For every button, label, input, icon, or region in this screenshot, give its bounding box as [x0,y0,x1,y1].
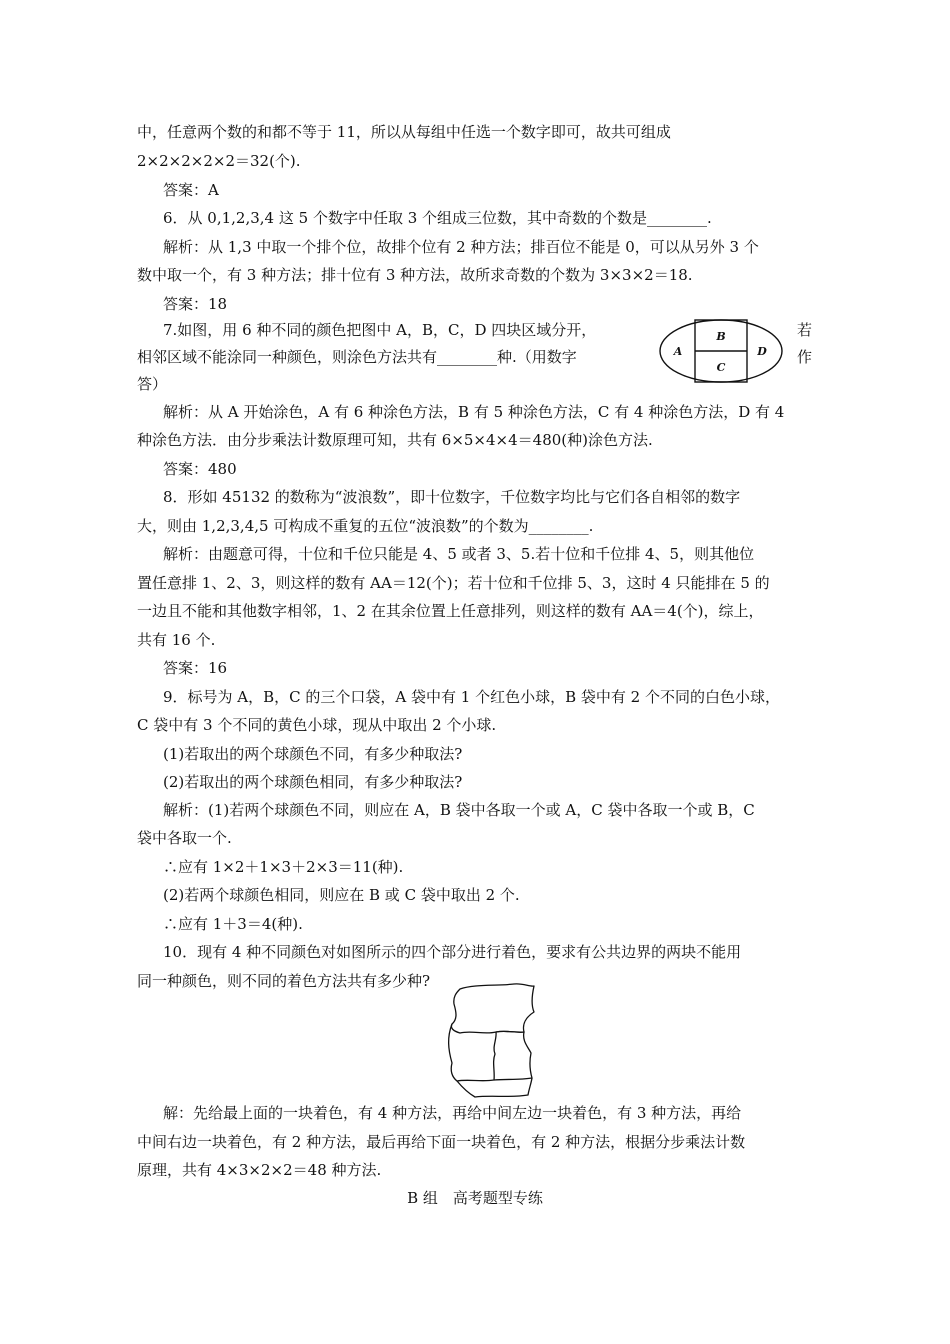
four-region-map-diagram [440,981,540,1099]
text-line: 9．标号为 A，B，C 的三个口袋，A 袋中有 1 个红色小球，B 袋中有 2 个不同的白色小球， [163,688,780,706]
text-line: 中间右边一块着色，有 2 种方法，最后再给下面一块着色，有 2 种方法，根据分步乘法计数 [137,1133,746,1151]
text-line: 置任意排 1、2、3，则这样的数有 AA＝12(个)；若十位和千位排 5、3，这时 4 只能排在 5 的 [137,574,770,592]
text-line: 答案：480 [163,460,237,478]
text-line: 答案：A [163,181,219,199]
text-line: C 袋中有 3 个不同的黄色小球，现从中取出 2 个小球. [137,716,497,734]
text-line: 袋中各取一个. [137,829,232,847]
text-line: 10．现有 4 种不同颜色对如图所示的四个部分进行着色，要求有公共边界的两块不能用 [163,943,742,961]
text-line: 2×2×2×2×2＝32(个). [137,152,301,170]
text-line: (2)若两个球颜色相同，则应在 B 或 C 袋中取出 2 个. [163,886,520,904]
text-line: 一边且不能和其他数字相邻，1、2 在其余位置上任意排列，则这样的数有 AA＝4(个)，综上， [137,602,764,620]
text-line: 共有 16 个. [137,631,216,649]
text-line: 答案：18 [163,295,228,313]
section-heading: B 组 高考题型专练 [407,1189,543,1207]
text-line: 种涂色方法．由分步乘法计数原理可知，共有 6×5×4×4＝480(种)涂色方法. [137,431,653,449]
text-line: 原理，共有 4×3×2×2＝48 种方法. [137,1161,382,1179]
region-label-d: D [757,345,767,358]
region-label-b: B [716,330,726,343]
top-region [451,984,534,1033]
text-line: 解析：从 A 开始涂色，A 有 6 种涂色方法，B 有 5 种涂色方法，C 有 4 种涂色方法，D 有 4 [163,403,785,421]
text-line: 7.如图，用 6 种不同的颜色把图中 A，B，C，D 四块区域分开， [163,321,597,339]
text-line: (2)若取出的两个球颜色相同，有多少种取法? [163,773,463,791]
text-line: 相邻区域不能涂同一种颜色，则涂色方法共有________种.（用数字 [137,348,577,366]
middle-right-region [494,1031,532,1080]
region-label-c: C [716,361,726,374]
text-line: 若 [797,321,813,339]
text-line: 作 [797,348,813,366]
region-diagram-abcd [658,318,784,384]
text-line: 大，则由 1,2,3,4,5 可构成不重复的五位“波浪数”的个数为________. [137,517,594,535]
text-line: 中，任意两个数的和都不等于 11，所以从每组中任选一个数字即可，故共可组成 [137,123,671,141]
text-line: ∴应有 1＋3＝4(种). [163,915,303,933]
text-line: 答案：16 [163,659,228,677]
text-line: 6．从 0,1,2,3,4 这 5 个数字中任取 3 个组成三位数，其中奇数的个数是________. [163,209,712,227]
text-line: 解：先给最上面的一块着色，有 4 种方法，再给中间左边一块着色，有 3 种方法，再给 [163,1104,742,1122]
text-line: 答） [137,375,168,393]
text-line: 同一种颜色，则不同的着色方法共有多少种? [137,972,431,990]
text-line: 解析：(1)若两个球颜色不同，则应在 A，B 袋中各取一个或 A，C 袋中各取一个或 B，C [163,801,755,819]
text-line: ∴应有 1×2＋1×3＋2×3＝11(种). [163,858,404,876]
text-line: (1)若取出的两个球颜色不同，有多少种取法? [163,745,463,763]
text-line: 数中取一个，有 3 种方法；排十位有 3 种方法，故所求奇数的个数为 3×3×2＝18. [137,266,693,284]
text-line: 解析：由题意可得，十位和千位只能是 4、5 或者 3、5.若十位和千位排 4、5，则其他位 [163,545,755,563]
text-line: 8．形如 45132 的数称为“波浪数”，即十位数字，千位数字均比与它们各自相邻的数字 [163,488,741,506]
text-line: 解析：从 1,3 中取一个排个位，故排个位有 2 种方法；排百位不能是 0，可以从另外 3 个 [163,238,759,256]
region-label-a: A [673,345,683,358]
